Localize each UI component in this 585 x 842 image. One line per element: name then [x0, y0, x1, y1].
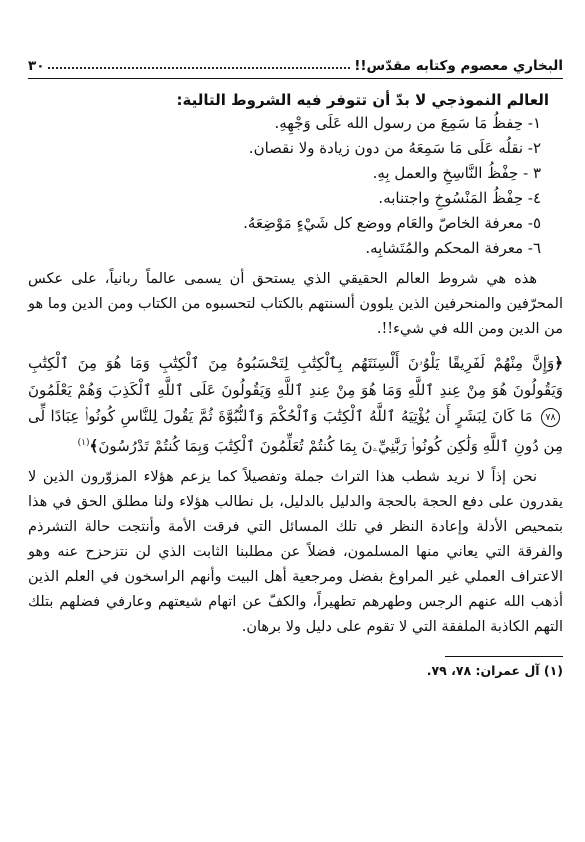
verse-open-bracket: ﴿ [554, 354, 563, 372]
verse-text-79: مَا كَانَ لِبَشَرٍ أَن يُؤْتِيَهُ ٱللَّهُ ٱلْكِتَٰبَ وَٱلْحُكْمَ وَٱلنُّبُوَّةَ ثُمَّ يَقُولَ لِلنَّاسِ كُونُوا۟ عِبَادًا لِّى مِن دُونِ ٱللَّهِ وَلَٰكِن كُونُوا۟ رَبَّٰنِيِّۦنَ بِمَا كُنتُمْ تُعَلِّمُونَ ٱلْكِتَٰبَ وَبِمَا كُنتُمْ تَدْرُسُونَ [28, 407, 563, 455]
footnote: (١) آل عمران: ٧٨، ٧٩. [426, 663, 563, 678]
condition-item: ٥- معرفة الخاصّ والعَام ووضع كل شَيْءٍ مَوْضِعَهُ. [243, 214, 541, 232]
quran-verse [28, 350, 563, 459]
running-title: البخاري معصوم وكتابه مقدّس!! [354, 58, 563, 74]
condition-item: ١- حِفظُ مَا سَمِعَ من رسول الله عَلَى وَجْهِهِ. [274, 114, 541, 132]
page-number: ٣٠ [28, 58, 45, 74]
footnote-reference: (١) [77, 437, 90, 448]
condition-item: ٦- معرفة المحكم والمُتَشابِه. [365, 239, 541, 257]
footnote-separator [445, 656, 563, 657]
conditions-list [28, 111, 563, 261]
verse-close-bracket: ﴾ [89, 436, 99, 455]
verse-text-78: وَإِنَّ مِنْهُمْ لَفَرِيقًا يَلْوُۥنَ أَلْسِنَتَهُم بِٱلْكِتَٰبِ لِتَحْسَبُوهُ مِنَ ٱلْكِتَٰبِ وَمَا هُوَ مِنَ ٱلْكِتَٰبِ وَيَقُولُونَ هُوَ مِنْ عِندِ ٱللَّهِ وَمَا هُوَ مِنْ عِندِ ٱللَّهِ وَيَقُولُونَ عَلَى ٱللَّهِ ٱلْكَذِبَ وَهُمْ يَعْلَمُونَ [28, 354, 563, 399]
condition-item: ٤- حِفْظُ المَنْسُوخِ واجتنابه. [378, 189, 541, 207]
condition-item: ٢- نقلُه عَلَى مَا سَمِعَهُ من دون زيادة ولا نقصان. [248, 139, 541, 157]
header-rule [28, 78, 563, 79]
condition-item: ٣ - حِفْظُ النَّاسِخِ والعمل بِهِ. [372, 164, 541, 182]
body-paragraph-1: هذه هي شروط العالم الحقيقي الذي يستحق أن يسمى عالماً ربانياً، على عكس المحرّفين والمنحرفين الذين يلوون ألسنتهم بالكتاب لتحسبوه من الكتاب ومن الدين وما هو من الدين ومن الله في شيء!!. [28, 271, 563, 337]
body-paragraph-2: نحن إذاً لا نريد شطب هذا التراث جملة وتفصيلاً كما يزعم هؤلاء المزوّرون الذين لا يقدرون على دفع الحجة بالحجة والدليل بالدليل، بل نطالب هؤلاء ولنا مطلق الحق في هذا بتمحيص الأدلة وإعادة النظر في تلك المسائل التي فرقت الأمة وأنتجت حالة التشرذم والفرقة التي يعاني منها المسلمون، فضلاً عن مطلبنا الثابت الذي لن نتزحزح عنه وهو الاعتراف العملي غير المراوغ بفضل ومرجعية أهل البيت وأنهم الراسخون في العلم الذين أذهب الله عنهم الرجس وطهرهم تطهيراً، والكفّ عن اتهام شيعتهم وعارفي فضلهم بتلك التهم الكاذبة الملفقة التي لا تقوم على دليل ولا برهان. [28, 469, 563, 635]
dot-leader [48, 67, 350, 69]
section-heading: العالم النموذجي لا بدّ أن تتوفر فيه الشروط التالية: [176, 91, 549, 109]
running-header [28, 50, 563, 74]
book-page [28, 50, 563, 678]
ayah-number-marker: ٧٨ [541, 408, 560, 427]
